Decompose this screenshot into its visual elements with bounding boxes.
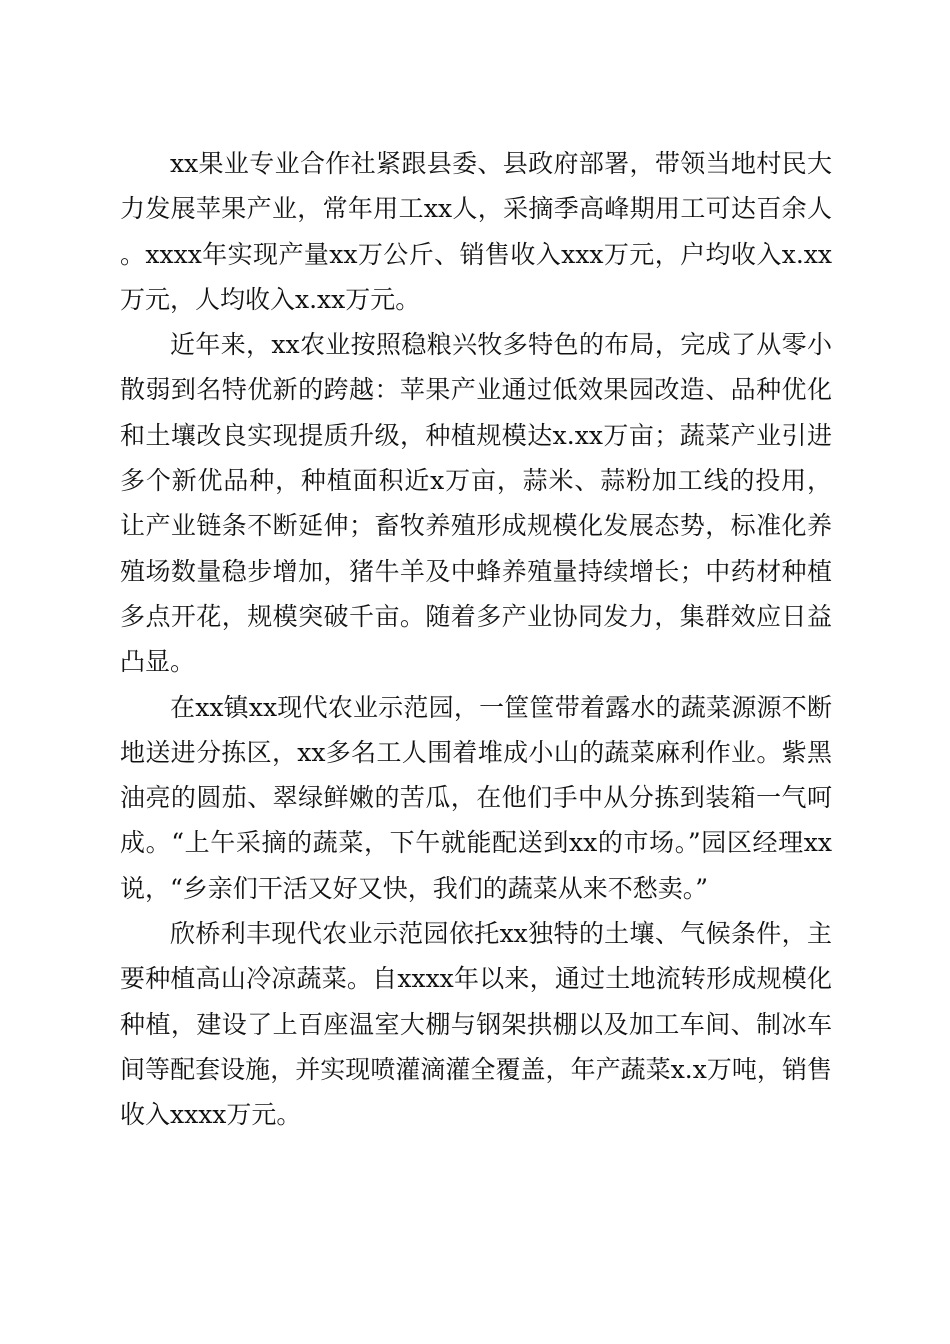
paragraph-demonstration-park-sorting: 在xx镇xx现代农业示范园，一筐筐带着露水的蔬菜源源不断地送进分拣区，xx多名工人围着堆成小山的蔬菜麻利作业。紫黑油亮的圆茄、翠绿鲜嫩的苦瓜，在他们手中从分拣到装箱一气呵成。“上午采摘的蔬菜，下午就能配送到xx的市场。”园区经理xx说，“乡亲们干活又好又快，我们的蔬菜从来不愁卖。”: [120, 692, 832, 903]
paragraph-agriculture-layout: 近年来，xx农业按照稳粮兴牧多特色的布局，完成了从零小散弱到名特优新的跨越：苹果产业通过低效果园改造、品种优化和土壤改良实现提质升级，种植规模达x.xx万亩；蔬菜产业引进多个新优品种，种植面积近x万亩，蒜米、蒜粉加工线的投用，让产业链条不断延伸；畜牧养殖形成规模化发展态势，标准化养殖场数量稳步增加，猪牛羊及中蜂养殖量持续增长；中药材种植多点开花，规模突破千亩。随着多产业协同发力，集群效应日益凸显。: [120, 330, 832, 677]
document-body: [120, 141, 832, 1138]
paragraph-fruit-cooperative: xx果业专业合作社紧跟县委、县政府部署，带领当地村民大力发展苹果产业，常年用工xx人，采摘季高峰期用工可达百余人。xxxx年实现产量xx万公斤、销售收入xxx万元，户均收入x.xx万元，人均收入x.xx万元。: [120, 149, 832, 314]
paragraph-xinqiao-lifeng-park: 欣桥利丰现代农业示范园依托xx独特的土壤、气候条件，主要种植高山冷凉蔬菜。自xxxx年以来，通过土地流转形成规模化种植，建设了上百座温室大棚与钢架拱棚以及加工车间、制冰车间等配套设施，并实现喷灌滴灌全覆盖，年产蔬菜x.x万吨，销售收入xxxx万元。: [120, 919, 832, 1130]
